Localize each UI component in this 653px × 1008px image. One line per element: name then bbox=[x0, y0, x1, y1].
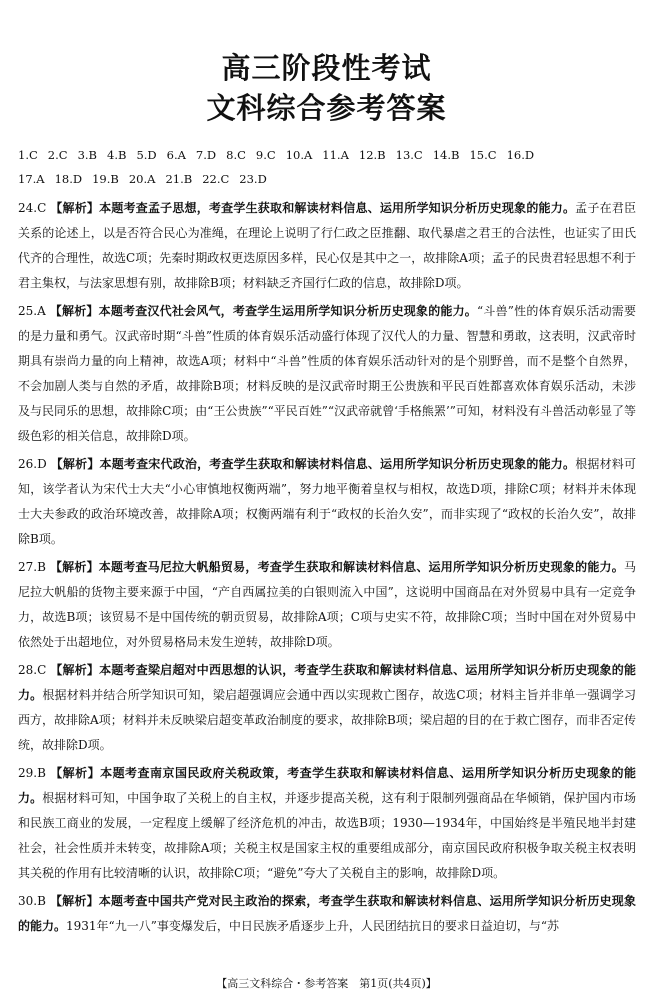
answer-item: 23.D bbox=[239, 172, 267, 186]
question-number: 27.B bbox=[18, 560, 46, 574]
question-number: 24.C bbox=[18, 201, 47, 215]
answer-explanation-25 bbox=[18, 299, 636, 449]
explanation-body: 1931年“九一八”事变爆发后，中日民族矛盾逐步上升，人民团结抗日的要求日益迫切，与“苏 bbox=[66, 919, 559, 933]
answer-explanation-24 bbox=[18, 196, 636, 296]
answer-item: 14.B bbox=[432, 148, 460, 162]
explanation-heading: 【解析】本题考查孟子思想，考查学生获取和解读材料信息、运用所学知识分析历史现象的能力。 bbox=[50, 201, 576, 215]
explanation-heading: 【解析】本题考查梁启超对中西思想的认识，考查学生获取和解读材料信息、运用所学知识分析历史现象的能力。 bbox=[18, 663, 636, 702]
answer-item: 21.B bbox=[165, 172, 193, 186]
answer-item: 11.A bbox=[322, 148, 349, 162]
question-number: 26.D bbox=[18, 457, 47, 471]
explanation-body: “斗兽”性的体育娱乐活动需要的是力量和勇气。汉武帝时期“斗兽”性质的体育娱乐活动盛行体现了汉代人的力量、智慧和勇敢，这表明，汉武帝时期具有崇尚力量的向上精神，故选A项；材料中“斗兽”性质的体育娱乐活动针对的是个别野兽，而不是整个自然界，不会加剧人类与自然的矛盾，故排除B项；材料反映的是汉武帝时期王公贵族和平民百姓都喜欢体育娱乐活动，未涉及与民同乐的思想，故排除C项；由“王公贵族”“平民百姓”“汉武帝就曾‘手格熊罴’”可知，材料没有斗兽活动彰显了等级色彩的相关信息，故排除D项。 bbox=[18, 304, 636, 443]
explanation-body: 马尼拉大帆船的货物主要来源于中国，“产自西属拉美的白银则流入中国”，这说明中国商品在对外贸易中具有一定竞争力，故选B项；该贸易不是中国传统的朝贡贸易，故排除A项；C项与史实不符，故排除C项；当时中国在对外贸易中依然处于出超地位，对外贸易格局未发生逆转，故排除D项。 bbox=[18, 560, 636, 649]
answer-explanation-26 bbox=[18, 452, 636, 552]
question-number: 30.B bbox=[18, 894, 46, 908]
explanation-body: 根据材料可知，中国争取了关税上的自主权，并逐步提高关税，这有利于限制列强商品在华倾销，保护国内市场和民族工商业的发展，一定程度上缓解了经济危机的冲击，故选B项；1930—1934年，中国始终是半殖民地半封建社会，社会性质并未转变，故排除A项；关税主权是国家主权的重要组成部分，南京国民政府积极争取关税主权表明其关税的作用有比较清晰的认识，故排除C项；“避免”夸大了关税自主的影响，故排除D项。 bbox=[18, 791, 636, 880]
page-footer: 【高三文科综合・参考答案 第1页(共4页)】 bbox=[216, 977, 437, 990]
answer-item: 16.D bbox=[506, 148, 535, 162]
answer-explanation-30 bbox=[18, 889, 636, 939]
answer-item: 10.A bbox=[285, 148, 313, 162]
answer-item: 7.D bbox=[195, 148, 217, 162]
explanation-heading: 【解析】本题考查中国共产党对民主政治的探索，考查学生获取和解读材料信息、运用所学知识分析历史现象的能力。 bbox=[18, 894, 636, 933]
answer-item: 6.A bbox=[166, 148, 186, 162]
answer-key-row-2 bbox=[18, 168, 638, 190]
answer-item: 1.C bbox=[18, 148, 38, 162]
answer-item: 13.C bbox=[395, 148, 423, 162]
answer-item: 20.A bbox=[128, 172, 156, 186]
explanation-heading: 【解析】本题考查南京国民政府关税政策，考查学生获取和解读材料信息、运用所学知识分析历史现象的能力。 bbox=[18, 766, 636, 805]
question-number: 28.C bbox=[18, 663, 47, 677]
explanation-body: 根据材料可知，该学者认为宋代士大夫“小心审慎地权衡两端”，努力地平衡着皇权与相权，故选D项，排除C项；材料并未体现士大夫参政的政治环境改善，故排除A项；权衡两端有利于“政权的长治久安”，而非实现了“政权的长治久安”，故排除B项。 bbox=[18, 457, 636, 546]
explanation-body: 孟子在君臣关系的论述上，以是否符合民心为准绳，在理论上说明了行仁政之臣推翻、取代暴虐之君王的合法性，也证实了田氏代齐的合理性，故选C项；先秦时期政权更迭原因多样，民心仅是其中之一，故排除A项；孟子的民贵君轻思想不利于君主集权，与法家思想有别，故排除B项；材料缺乏齐国行仁政的信息，故排除D项。 bbox=[18, 201, 636, 290]
page-title-line1: 高三阶段性考试 bbox=[221, 51, 432, 85]
answer-item: 19.B bbox=[92, 172, 119, 186]
page-title-line2: 文科综合参考答案 bbox=[206, 91, 447, 125]
answer-item: 22.C bbox=[202, 172, 230, 186]
answer-explanation-27 bbox=[18, 555, 636, 655]
explanation-body: 根据材料并结合所学知识可知，梁启超强调应会通中西以实现救亡图存，故选C项；材料主旨并非单一强调学习西方，故排除A项；材料并未反映梁启超变革政治制度的要求，故排除B项；梁启超的目的在于救亡图存，而非否定传统，故排除D项。 bbox=[18, 688, 636, 752]
answer-item: 5.D bbox=[136, 148, 157, 162]
answer-item: 15.C bbox=[469, 148, 497, 162]
answer-item: 12.B bbox=[358, 148, 386, 162]
answer-item: 18.D bbox=[54, 172, 83, 186]
explanation-heading: 【解析】本题考查汉代社会风气，考查学生运用所学知识分析历史现象的能力。 bbox=[49, 304, 478, 318]
answer-item: 9.C bbox=[255, 148, 276, 162]
explanation-heading: 【解析】本题考查宋代政治，考查学生获取和解读材料信息、运用所学知识分析历史现象的能力。 bbox=[50, 457, 576, 471]
answer-item: 17.A bbox=[18, 172, 45, 186]
answer-item: 2.C bbox=[47, 148, 68, 162]
answer-key-row-1 bbox=[18, 144, 638, 166]
question-number: 25.A bbox=[18, 304, 46, 318]
answer-item: 4.B bbox=[107, 148, 127, 162]
answer-explanation-28 bbox=[18, 658, 636, 758]
question-number: 29.B bbox=[18, 766, 46, 780]
answer-item: 3.B bbox=[77, 148, 97, 162]
explanation-heading: 【解析】本题考查马尼拉大帆船贸易，考查学生获取和解读材料信息、运用所学知识分析历史现象的能力。 bbox=[49, 560, 624, 574]
answer-explanation-29 bbox=[18, 761, 636, 886]
answer-item: 8.C bbox=[226, 148, 246, 162]
